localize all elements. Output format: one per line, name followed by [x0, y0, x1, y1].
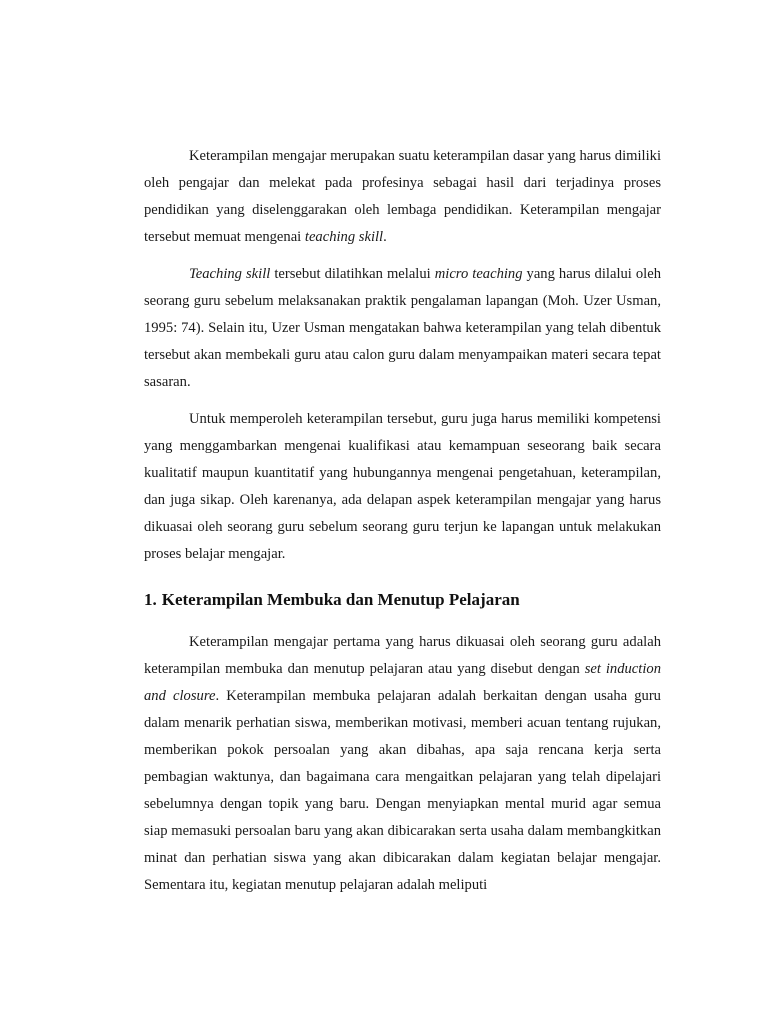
italic-term-set-induction: set induction and closure: [144, 661, 661, 704]
paragraph-intro-1: [144, 143, 661, 251]
paragraph-section-1: [144, 629, 661, 899]
section-heading-title: Keterampilan Membuka dan Menutup Pelajaran: [161, 590, 520, 609]
text-run: tersebut dilatihkan melalui: [270, 266, 435, 282]
document-page: [144, 143, 661, 899]
section-heading: [144, 583, 661, 617]
italic-term-teaching-skill: Teaching skill: [189, 266, 271, 282]
section-heading-number: 1.: [144, 590, 157, 609]
italic-term-teaching-skill: teaching skill: [304, 229, 384, 245]
text-run: Keterampilan mengajar pertama yang harus dikuasai oleh seorang guru adalah keterampilan membuka dan menutup pelajaran atau yang disebut dengan: [144, 634, 661, 677]
paragraph-intro-2: [144, 261, 661, 396]
text-run: . Keterampilan membuka pelajaran adalah berkaitan dengan usaha guru dalam menarik perhatian siswa, memberikan motivasi, memberi acuan tentang rujukan, memberikan pokok persoalan yang akan dibahas, apa saja rencana kerja serta pembagian waktunya, dan bagaimana cara mengaitkan pelajaran yang telah dipelajari sebelumnya dengan topik yang baru. Dengan menyiapkan mental murid agar semua siap memasuki persoalan baru yang akan dibicarakan serta usaha dalam membangkitkan minat dan perhatian siswa yang akan dibicarakan dalam kegiatan belajar mengajar. Sementara itu, kegiatan menutup pelajaran adalah meliputi: [144, 688, 661, 893]
italic-term-micro-teaching: micro teaching: [434, 266, 523, 282]
text-run: Keterampilan mengajar merupakan suatu keterampilan dasar yang harus dimiliki oleh pengajar dan melekat pada profesinya sebagai hasil dari terjadinya proses pendidikan yang diselenggarakan oleh lembaga pendidikan. Keterampilan mengajar tersebut memuat mengenai: [144, 148, 661, 245]
text-run: yang harus dilalui oleh seorang guru sebelum melaksanakan praktik pengalaman lapangan (Moh. Uzer Usman, 1995: 74). Selain itu, Uzer Usman mengatakan bahwa keterampilan yang telah dibentuk tersebut akan membekali guru atau calon guru dalam menyampaikan materi secara tepat sasaran.: [144, 266, 661, 390]
paragraph-intro-3: [144, 406, 661, 568]
text-run: .: [383, 229, 387, 245]
text-run: Untuk memperoleh keterampilan tersebut, guru juga harus memiliki kompetensi yang menggambarkan mengenai kualifikasi atau kemampuan seseorang baik secara kualitatif maupun kuantitatif yang hubungannya mengenai pengetahuan, keterampilan, dan juga sikap. Oleh karenanya, ada delapan aspek keterampilan mengajar yang harus dikuasai oleh seorang guru sebelum seorang guru terjun ke lapangan untuk melakukan proses belajar mengajar.: [144, 411, 661, 562]
